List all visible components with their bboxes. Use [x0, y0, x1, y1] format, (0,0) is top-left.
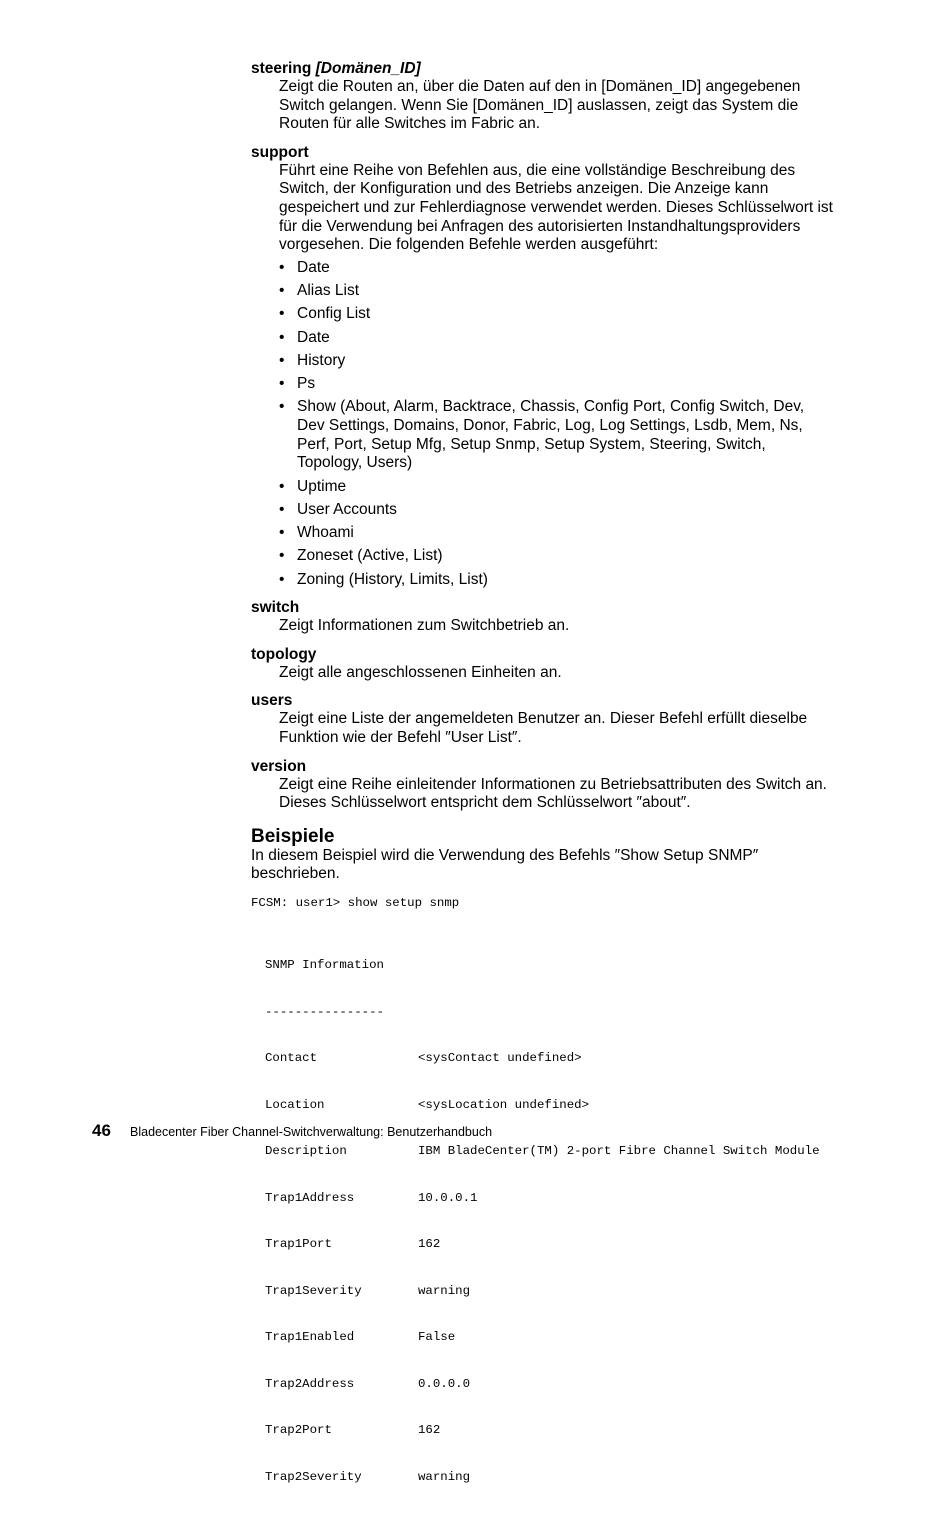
snmp-row [265, 1284, 841, 1300]
list-item-text: Alias List [297, 282, 360, 300]
def-steering: Zeigt die Routen an, über die Daten auf den in [Domänen_ID] angegebenen Switch gelangen. Wenn Sie [Domänen_ID] auslassen, zeigt das System die Routen für alle Switches im Fabric an. [279, 78, 801, 133]
page-number: 46 [92, 1121, 111, 1140]
snmp-row [265, 1144, 841, 1160]
def-support: Führt eine Reihe von Befehlen aus, die eine vollständige Beschreibung des Switch, der Konfiguration und des Betriebs anzeigen. Die Anzeige kann gespeichert und zur Fehlerdiagnose verwendet werden. Dieses Schlüsselwort ist für die Verwendung bei Anfragen des autorisierten Instandhaltungsproviders vorgesehen. Die folgenden Befehle werden ausgeführt: [279, 161, 833, 254]
bullet: • [279, 398, 285, 416]
list-item [279, 352, 824, 371]
list-item-text: Date [297, 328, 330, 346]
list-item [279, 478, 824, 497]
bullet: • [279, 477, 285, 495]
snmp-key: Trap2Address [265, 1376, 355, 1391]
list-item [279, 375, 824, 394]
def-users: Zeigt eine Liste der angemeldeten Benutzer an. Dieser Befehl erfüllt dieselbe Funktion wie der Befehl ″User List″. [279, 710, 808, 746]
support-command-list [279, 259, 824, 589]
snmp-separator: ---------------- [265, 1004, 384, 1019]
term-steering-arg: [Domänen_ID] [315, 60, 421, 77]
bullet: • [279, 547, 285, 565]
list-item [279, 329, 824, 348]
list-item-text: Date [297, 258, 330, 276]
snmp-row [265, 1098, 841, 1114]
bullet: • [279, 305, 285, 323]
bullet: • [279, 524, 285, 542]
list-item-text: User Accounts [297, 500, 397, 518]
bullet: • [279, 282, 285, 300]
snmp-key: Trap2Severity [265, 1469, 362, 1484]
snmp-value: False [418, 1330, 456, 1345]
list-item [279, 305, 824, 324]
bullet: • [279, 328, 285, 346]
bullet: • [279, 500, 285, 518]
snmp-row [265, 1470, 841, 1486]
snmp-row [265, 1423, 841, 1439]
snmp-key: Trap1Enabled [265, 1330, 355, 1345]
bullet: • [279, 258, 285, 276]
snmp-key: Trap1Address [265, 1190, 355, 1205]
list-item-text: Ps [297, 375, 316, 393]
snmp-row [265, 1051, 841, 1067]
snmp-row [265, 1377, 841, 1393]
list-item-text: Zoning (History, Limits, List) [297, 570, 488, 588]
footer-title: Bladecenter Fiber Channel-Switchverwaltung: Benutzerhandbuch [130, 1125, 493, 1139]
term-steering [251, 59, 841, 78]
snmp-row [265, 1237, 841, 1253]
snmp-key: Trap1Port [265, 1237, 332, 1252]
list-item [279, 571, 824, 590]
def-topology: Zeigt alle angeschlossenen Einheiten an. [279, 663, 562, 681]
snmp-key: Trap1Severity [265, 1283, 362, 1298]
def-switch: Zeigt Informationen zum Switchbetrieb an. [279, 617, 570, 635]
examples-heading: Beispiele [251, 825, 335, 847]
page-content [251, 59, 841, 1516]
term-steering-name: steering [251, 60, 312, 77]
snmp-row [265, 1330, 841, 1346]
list-item-text: Whoami [297, 524, 354, 542]
list-item-text: Zoneset (Active, List) [297, 547, 443, 565]
examples-intro: In diesem Beispiel wird die Verwendung des Befehls ″Show Setup SNMP″ beschrieben. [251, 846, 759, 883]
snmp-value: 162 [418, 1423, 441, 1438]
def-version: Zeigt eine Reihe einleitender Informationen zu Betriebsattributen des Switch an. Dieses Schlüsselwort entspricht dem Schlüsselwort ″about″. [279, 775, 827, 812]
list-item [279, 547, 824, 566]
list-item [279, 398, 824, 472]
list-item [279, 282, 824, 301]
snmp-key: Description [265, 1144, 347, 1159]
snmp-output [265, 927, 841, 1516]
snmp-section-title: SNMP Information [265, 958, 384, 973]
snmp-value: <sysContact undefined> [418, 1051, 582, 1066]
snmp-row [265, 1191, 841, 1207]
snmp-value: 162 [418, 1237, 441, 1252]
bullet: • [279, 570, 285, 588]
list-item-text: History [297, 351, 346, 369]
list-item [279, 501, 824, 520]
term-support: support [251, 143, 309, 161]
bullet: • [279, 351, 285, 369]
snmp-value: IBM BladeCenter(TM) 2-port Fibre Channel Switch Module [418, 1144, 820, 1159]
term-topology: topology [251, 645, 317, 663]
snmp-value: <sysLocation undefined> [418, 1097, 590, 1112]
list-item-text: Show (About, Alarm, Backtrace, Chassis, Config Port, Config Switch, Dev, Dev Settings, Domains, Donor, Fabric, Log, Log Settings, Lsdb, Mem, Ns, Perf, Port, Setup Mfg, Setup Snmp, Setup System, Steering, Switch, Topology, Users) [297, 398, 805, 472]
term-version: version [251, 757, 307, 775]
snmp-key: Trap2Port [265, 1423, 332, 1438]
list-item-text: Uptime [297, 477, 347, 495]
snmp-value: warning [418, 1283, 471, 1298]
snmp-value: 0.0.0.0 [418, 1376, 471, 1391]
snmp-key: Contact [265, 1051, 318, 1066]
page-footer [92, 1121, 492, 1141]
command-prompt: FCSM: user1> show setup snmp [251, 895, 460, 910]
list-item-text: Config List [297, 305, 371, 323]
snmp-value: 10.0.0.1 [418, 1190, 478, 1205]
list-item [279, 259, 824, 278]
snmp-value: warning [418, 1469, 471, 1484]
term-switch: switch [251, 599, 300, 617]
list-item [279, 524, 824, 543]
term-users: users [251, 692, 293, 710]
bullet: • [279, 375, 285, 393]
snmp-key: Location [265, 1097, 325, 1112]
